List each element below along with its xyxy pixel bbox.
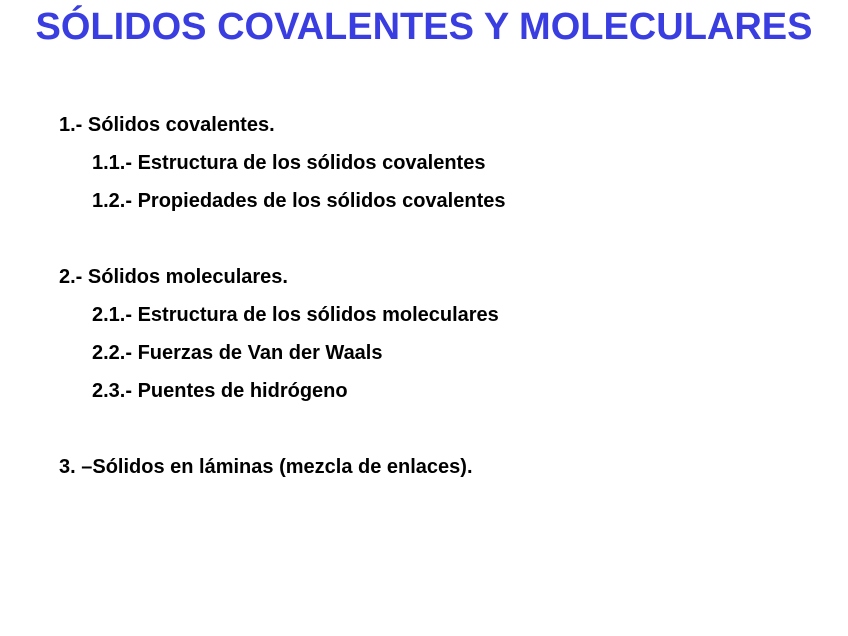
subsection-item: 1.2.- Propiedades de los sólidos covalentes (92, 190, 506, 212)
outline (59, 106, 819, 486)
subsection-item: 1.1.- Estructura de los sólidos covalentes (92, 152, 486, 174)
subsection-item: 2.1.- Estructura de los sólidos moleculares (92, 304, 499, 326)
section-3 (59, 448, 819, 486)
spacer (59, 220, 819, 258)
section-heading: 2.- Sólidos moleculares. (59, 266, 288, 288)
section-heading: 3. –Sólidos en láminas (mezcla de enlaces). (59, 456, 473, 478)
subsection-item: 2.2.- Fuerzas de Van der Waals (92, 342, 383, 364)
spacer (59, 410, 819, 448)
section-heading: 1.- Sólidos covalentes. (59, 114, 275, 136)
page-title: SÓLIDOS COVALENTES Y MOLECULARES (35, 6, 813, 48)
subsection-item: 2.3.- Puentes de hidrógeno (92, 380, 348, 402)
section-2 (59, 258, 819, 410)
section-1 (59, 106, 819, 220)
